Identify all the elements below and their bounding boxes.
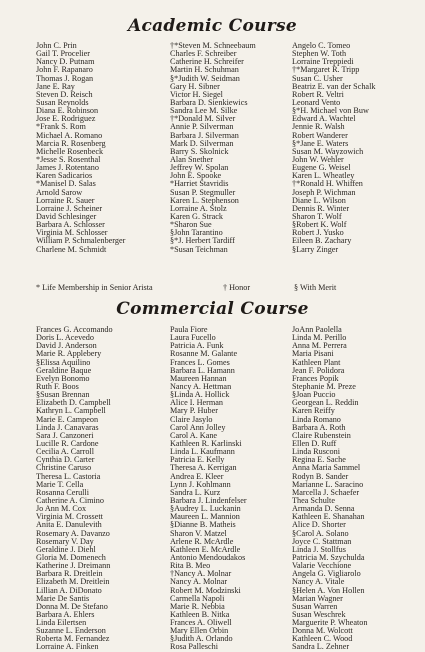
graduate-name: Claire Jasylo	[170, 414, 213, 424]
graduate-name: §Dianne B. Matheis	[170, 520, 236, 530]
graduate-name: *Frank S. Rom	[36, 122, 86, 132]
graduate-name: John W. Wehler	[292, 154, 344, 164]
graduate-name: Frances G. Accomando	[36, 325, 113, 334]
commercial-names-column-1	[36, 326, 113, 652]
graduate-name: Barbara A. Schlosser	[36, 220, 105, 230]
graduate-name: Susan M. Wayzowich	[292, 146, 364, 156]
graduate-name: Ruth F. Boos	[36, 381, 79, 391]
graduate-name: §Audrey L. Luckanin	[170, 504, 241, 514]
graduate-name: Diane L. Wilson	[292, 195, 346, 205]
graduate-name: Marie De Santis	[36, 593, 90, 603]
graduate-name: Marie T. Cella	[36, 479, 84, 489]
graduate-name: Maria Pisani	[292, 349, 334, 359]
graduate-name: Alan Snether	[170, 154, 213, 164]
graduate-name: David Schlesinger	[36, 211, 97, 221]
academic-names-column-2	[170, 42, 256, 254]
graduate-name: Robert Wanderer	[292, 130, 348, 140]
graduate-name: Kathleen E. McArdle	[170, 544, 241, 554]
graduate-name: Jean F. Polidora	[292, 365, 345, 375]
graduate-name: Lorraine A. Stolz	[170, 203, 227, 213]
graduate-name: Patricia A. Funk	[170, 341, 224, 351]
graduate-name: Eileen B. Zachary	[292, 236, 352, 246]
graduate-name: John F. Rapanaro	[36, 65, 93, 75]
graduate-name: Jeffrey W. Spolan	[170, 163, 229, 173]
graduate-name: Geraldine Baque	[36, 365, 92, 375]
graduate-name: *Sharon Sue	[170, 220, 212, 230]
graduate-name: *Jesse S. Rosenthal	[36, 154, 101, 164]
graduate-name: Lynn J. Kohlmann	[170, 479, 231, 489]
graduate-name: Barbara J. Lindenfelser	[170, 495, 247, 505]
graduate-name: §*Judith W. Seidman	[170, 73, 240, 83]
graduate-name: Robert M. Modzinski	[170, 585, 241, 595]
graduate-name: Lillian A. DiDonato	[36, 585, 102, 595]
graduate-name: Charles F. Schreiber	[170, 49, 237, 59]
graduate-name: Rosemary A. Davanzo	[36, 528, 110, 538]
graduate-name: Karen Sadicarios	[36, 171, 93, 181]
graduate-name: John E. Spooke	[170, 171, 222, 181]
graduate-name: Arlene R. McArdle	[170, 536, 234, 546]
graduate-name: Susan Warren	[292, 601, 338, 611]
graduate-name: †*Steven M. Schneebaum	[170, 41, 256, 50]
graduate-name: Eugene G. Weisel	[292, 163, 351, 173]
graduate-name: William P. Schmalenberger	[36, 236, 126, 246]
graduate-name: Armanda D. Senna	[292, 504, 355, 514]
graduate-name: Martin H. Schuhman	[170, 65, 239, 75]
commercial-course-title: Commercial Course	[116, 299, 309, 319]
legend-with-merit: § With Merit	[294, 283, 337, 292]
graduate-name: §Carol A. Solano	[292, 528, 349, 538]
graduate-name: Linda Romano	[292, 414, 341, 424]
graduate-name: Beatriz E. van der Schalk	[292, 81, 376, 91]
graduate-name: James J. Rotentano	[36, 163, 99, 173]
graduate-name: Barbara L. Hamann	[170, 365, 235, 375]
graduate-name: Maureen L. Mannion	[170, 512, 240, 522]
graduate-name: Marcia R. Rosenberg	[36, 138, 106, 148]
graduate-name: Marcella J. Schaefer	[292, 487, 360, 497]
graduate-name: Barbara A. Roth	[292, 422, 346, 432]
graduate-name: Lorraine R. Sauer	[36, 195, 95, 205]
graduate-name: Rodyn B. Sander	[292, 471, 349, 481]
graduate-name: Frances L. Gomes	[170, 357, 230, 367]
graduate-name: Stephen W. Toth	[292, 49, 347, 59]
graduate-name: Rosanna Cerulli	[36, 487, 89, 497]
graduate-name: Marie R. Nebbia	[170, 601, 225, 611]
graduate-name: Gary H. Sibner	[170, 81, 220, 91]
graduate-name: Anita E. Danulevith	[36, 520, 102, 530]
graduate-name: Charlene M. Schmidt	[36, 244, 107, 254]
graduate-name: Laura Fucello	[170, 333, 216, 343]
graduate-name: Karen G. Strack	[170, 211, 223, 221]
graduate-name: Linda Rusconi	[292, 447, 340, 457]
graduate-name: Angelo C. Tomeo	[292, 41, 351, 50]
graduate-name: Linda M. Perillo	[292, 333, 347, 343]
graduate-name: Thomas J. Rogan	[36, 73, 94, 83]
graduate-name: Sandra Lee M. Silke	[170, 106, 238, 116]
graduate-name: Kathleen R. Karlinski	[170, 438, 242, 448]
graduate-name: Doris L. Acevedo	[36, 333, 94, 343]
graduate-name: Kathryn L. Campbell	[36, 406, 106, 416]
academic-course-title: Academic Course	[127, 16, 298, 36]
graduate-name: Susan Weschrek	[292, 609, 346, 619]
graduate-name: Rosanne M. Galante	[170, 349, 238, 359]
graduate-name: Jo Ann M. Cox	[36, 504, 87, 514]
graduate-name: Theresa A. Kerrigan	[170, 463, 237, 473]
graduate-name: Ellen D. Ruff	[292, 438, 337, 448]
graduate-name: Victor H. Siegel	[170, 89, 223, 99]
graduate-name: Marian Wagner	[292, 593, 343, 603]
commercial-names-column-2	[170, 326, 247, 652]
graduate-name: Gloria M. Domenech	[36, 552, 106, 562]
graduate-name: §John Tarantino	[170, 228, 223, 238]
graduate-name: Geraldine J. Diehl	[36, 544, 96, 554]
graduate-name: Cynthia D. Carter	[36, 455, 95, 465]
graduate-name: Kathleen E. Shanahan	[292, 512, 365, 522]
graduate-name: Dennis R. Winter	[292, 203, 350, 213]
graduate-name: David J. Anderson	[36, 341, 97, 351]
graduate-name: Theresa L. Castoria	[36, 471, 101, 481]
graduate-name: Rosemary V. Day	[36, 536, 94, 546]
graduate-name: Linda J. Canavaras	[36, 422, 99, 432]
graduate-name: Rita B. Meo	[170, 561, 211, 571]
graduate-name: Barbara A. Ehlers	[36, 609, 95, 619]
graduate-name: Jane E. Ray	[36, 81, 75, 91]
graduate-name: §Linda A. Hollick	[170, 390, 230, 400]
graduate-name: Michael A. Romano	[36, 130, 103, 140]
graduate-name: §Larry Zinger	[292, 244, 339, 254]
academic-names-column-1	[36, 42, 125, 254]
graduate-name: §Elissa Aquilino	[36, 357, 91, 367]
graduate-name: Kathleen C. Wood	[292, 634, 353, 644]
graduate-name: Thea Schulte	[292, 495, 335, 505]
graduate-name: Donna M. Wolcott	[292, 626, 353, 636]
graduate-name: Paula Fiore	[170, 325, 208, 334]
graduate-name: Marie R. Applebery	[36, 349, 102, 359]
graduate-name: Nancy D. Putnam	[36, 57, 95, 67]
graduate-name: Rosa Palleschi	[170, 642, 218, 652]
graduate-name: Nancy A. Vitale	[292, 577, 345, 587]
graduate-name: Suzanne L. Enderson	[36, 626, 106, 636]
graduate-name: Christine Caruso	[36, 463, 92, 473]
graduate-name: Marguerite P. Wheaton	[292, 618, 368, 628]
graduate-name: Catherine A. Cimino	[36, 495, 104, 505]
graduate-name: Alice I. Herman	[170, 398, 223, 408]
graduate-name: Nancy A. Molnar	[170, 577, 228, 587]
graduate-name: †*Margaret R. Tripp	[292, 65, 360, 75]
graduate-name: Regina E. Sache	[292, 455, 346, 465]
graduate-name: Michelle Rosenbeck	[36, 146, 104, 156]
graduate-name: Sharon V. Matzel	[170, 528, 227, 538]
graduate-name: Linda J. Stollfus	[292, 544, 346, 554]
commercial-names-column-3	[292, 326, 367, 652]
graduate-name: Robert J. Yusko	[292, 228, 344, 238]
graduate-name: Susan P. Stegmuller	[170, 187, 236, 197]
graduate-name: §Judith A. Orlando	[170, 634, 233, 644]
graduate-name: Mary Ellen Orbin	[170, 626, 229, 636]
graduate-name: §Joan Puccio	[292, 390, 336, 400]
graduate-name: Linda Eilertsen	[36, 618, 87, 628]
graduate-name: *Harriet Stavridis	[170, 179, 229, 189]
graduate-name: Barbara D. Sienkiewics	[170, 97, 248, 107]
graduate-name: §*Jane E. Waters	[292, 138, 349, 148]
graduate-name: Lorraine A. Finken	[36, 642, 99, 652]
graduate-name: Catherine H. Schreifer	[170, 57, 244, 67]
graduate-name: Joyce C. Stattman	[292, 536, 352, 546]
graduate-name: Katherine J. Dreimann	[36, 561, 111, 571]
graduate-name: Susan C. Usher	[292, 73, 343, 83]
academic-names-column-3	[292, 42, 375, 254]
graduate-name: Kathleen Plant	[292, 357, 341, 367]
graduate-name: *Manisel D. Salas	[36, 179, 96, 189]
graduate-name: Lorraine J. Scheiner	[36, 203, 103, 213]
graduate-name: Alice D. Shorter	[292, 520, 346, 530]
graduate-name: Edward A. Wachtel	[292, 114, 356, 124]
graduate-name: †*Donald M. Silver	[170, 114, 236, 124]
graduate-name: Sharon T. Wolf	[292, 211, 342, 221]
graduate-name: JoAnn Paolella	[292, 325, 342, 334]
graduate-name: Susan Reynolds	[36, 97, 89, 107]
graduate-name: Carmella Napoli	[170, 593, 225, 603]
graduate-name: Jennie R. Walsh	[292, 122, 345, 132]
legend-honor: † Honor	[223, 283, 251, 292]
graduate-name: Evelyn Bonomo	[36, 373, 90, 383]
graduate-name: Lorraine Treppiedi	[292, 57, 354, 67]
graduate-name: Patricia M. Szychulda	[292, 552, 365, 562]
graduate-name: Anna M. Perrera	[292, 341, 347, 351]
graduate-name: Nancy A. Hettman	[170, 381, 232, 391]
graduate-name: Kathleen B. Nitka	[170, 609, 230, 619]
legend-life-membership: * Life Membership in Senior Arista	[36, 283, 153, 292]
graduate-name: Linda L. Kaufmann	[170, 447, 235, 457]
graduate-name: §*H. Michael von Buw	[292, 106, 369, 116]
graduate-name: Patricia E. Kelly	[170, 455, 225, 465]
graduate-name: Jose E. Rodriguez	[36, 114, 96, 124]
graduate-name: Karen Reiffy	[292, 406, 335, 416]
graduate-name: Donna M. De Stefano	[36, 601, 108, 611]
graduate-name: Mark D. Silverman	[170, 138, 234, 148]
graduate-name: §Helen A. Von Hollen	[292, 585, 365, 595]
graduate-name: Virginia M. Schlosser	[36, 228, 108, 238]
graduate-name: Sara J. Canzoneri	[36, 430, 94, 440]
graduate-name: Andrea E. Kleer	[170, 471, 224, 481]
graduate-name: Mary P. Huber	[170, 406, 218, 416]
graduate-name: Steven D. Reisch	[36, 89, 93, 99]
graduate-name: §Susan Brennan	[36, 390, 90, 400]
graduate-name: Sandra L. Kurz	[170, 487, 221, 497]
graduate-name: Angela G. Vigliarolo	[292, 569, 361, 579]
graduate-name: Barry S. Skolnick	[170, 146, 229, 156]
graduate-name: Marie E. Campeon	[36, 414, 99, 424]
graduate-name: Elizabeth M. Dreitlein	[36, 577, 110, 587]
graduate-name: §Robert K. Wolf	[292, 220, 347, 230]
graduate-name: Carol A. Kane	[170, 430, 218, 440]
graduate-name: Barbara J. Silverman	[170, 130, 239, 140]
graduate-name: Anna Maria Sammel	[292, 463, 361, 473]
graduate-name: Gail T. Procelier	[36, 49, 91, 59]
graduate-name: †*Ronald H. Whiffen	[292, 179, 363, 189]
graduate-name: *Susan Teichman	[170, 244, 228, 254]
graduate-name: Maureen Hannan	[170, 373, 227, 383]
graduate-name: Barbara R. Dreitlein	[36, 569, 103, 579]
graduate-name: Carol Ann Jolley	[170, 422, 226, 432]
graduate-name: Antonio Mendoudakos	[170, 552, 246, 562]
graduate-name: Robert R. Veltri	[292, 89, 344, 99]
graduate-name: Lucille R. Cardone	[36, 438, 99, 448]
graduate-name: †Nancy A. Molnar	[170, 569, 232, 579]
graduate-name: Sandra L. Zehner	[292, 642, 350, 652]
graduate-name: Frances Popik	[292, 373, 339, 383]
graduate-name: Virginia M. Crossett	[36, 512, 103, 522]
graduate-name: Marianne L. Saracino	[292, 479, 364, 489]
graduate-name: Elizabeth D. Campbell	[36, 398, 111, 408]
graduate-name: Stephanie M. Preze	[292, 381, 356, 391]
graduate-name: Karen L. Stephenson	[170, 195, 239, 205]
graduate-name: Diana E. Robinson	[36, 106, 99, 116]
graduate-name: Joseph P. Wichman	[292, 187, 356, 197]
graduate-name: John C. Prin	[36, 41, 77, 50]
graduate-name: Arnold Sarow	[36, 187, 83, 197]
graduate-name: Karen L. Wheatley	[292, 171, 355, 181]
graduate-name: Annie P. Silverman	[170, 122, 234, 132]
graduate-name: Georgean L. Reddin	[292, 398, 359, 408]
graduate-name: Valarie Vecchione	[292, 561, 352, 571]
graduate-name: §*J. Herbert Tardiff	[170, 236, 235, 246]
graduate-name: Roberta M. Fernandez	[36, 634, 110, 644]
graduate-name: Cecilia A. Carroll	[36, 447, 94, 457]
graduate-name: Leonard Vento	[292, 97, 341, 107]
graduate-name: Frances A. Oliwell	[170, 618, 232, 628]
graduate-name: Claire Rubenstein	[292, 430, 351, 440]
